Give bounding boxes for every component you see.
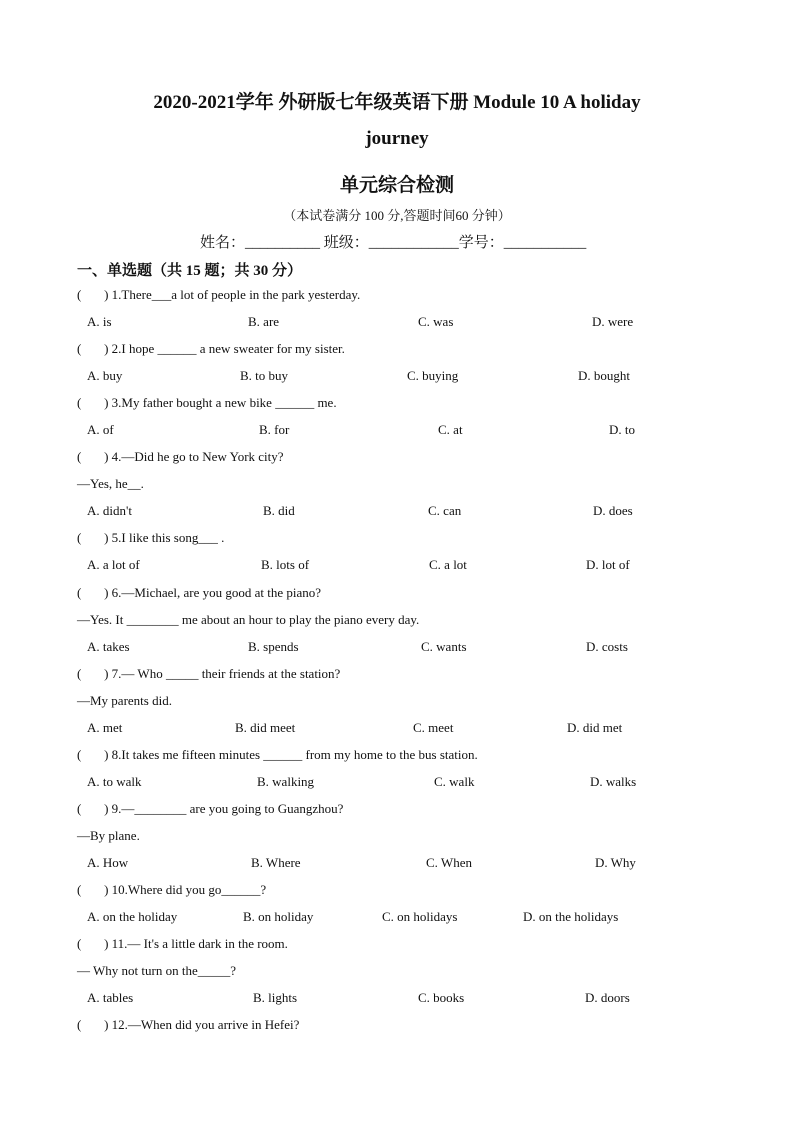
question-7-option-d: D. did met	[567, 720, 623, 735]
question-3-option-d: D. to	[609, 422, 635, 437]
question-6-reply: —Yes. It ________ me about an hour to play the piano every day.	[77, 612, 420, 627]
question-9-option-c: C. When	[426, 855, 472, 870]
question-7-option-a: A. met	[87, 720, 123, 735]
question-11-reply: — Why not turn on the_____?	[77, 963, 236, 978]
question-1-option-a: A. is	[87, 314, 112, 329]
question-12-stem: ( ) 12.—When did you arrive in Hefei?	[77, 1017, 300, 1032]
question-1-stem: ( ) 1.There___a lot of people in the park yesterday.	[77, 287, 361, 302]
question-11-option-a: A. tables	[87, 990, 134, 1005]
question-3-option-b: B. for	[259, 422, 290, 437]
question-6-stem: ( ) 6.—Michael, are you good at the piano?	[77, 585, 322, 600]
question-9-reply: —By plane.	[77, 828, 140, 843]
question-11-option-b: B. lights	[253, 990, 298, 1005]
question-1-option-c: C. was	[418, 314, 454, 329]
question-8-option-b: B. walking	[257, 774, 315, 789]
question-1-option-b: B. are	[248, 314, 280, 329]
question-4-option-d: D. does	[593, 503, 633, 518]
question-9-option-d: D. Why	[595, 855, 636, 870]
title-line-2: journey	[365, 128, 429, 149]
question-7-reply: —My parents did.	[77, 693, 172, 708]
question-6-option-d: D. costs	[586, 639, 628, 654]
question-4-option-b: B. did	[263, 503, 295, 518]
question-11-stem: ( ) 11.— It's a little dark in the room.	[77, 936, 288, 951]
question-2-option-d: D. bought	[578, 368, 630, 383]
question-2-stem: ( ) 2.I hope ______ a new sweater for my sister.	[77, 341, 345, 356]
question-7-stem: ( ) 7.— Who _____ their friends at the station?	[77, 666, 341, 681]
section-title: 一、单选题（共 15 题；共 30 分）	[77, 263, 303, 279]
question-7-option-b: B. did meet	[235, 720, 296, 735]
title-line-3: 单元综合检测	[339, 175, 454, 196]
question-8-option-c: C. walk	[434, 774, 475, 789]
question-4-stem: ( ) 4.—Did he go to New York city?	[77, 449, 284, 464]
question-7-option-c: C. meet	[413, 720, 454, 735]
question-9-option-a: A. How	[87, 855, 129, 870]
question-3-stem: ( ) 3.My father bought a new bike ______ me.	[77, 395, 337, 410]
question-6-option-b: B. spends	[248, 639, 299, 654]
question-5-stem: ( ) 5.I like this song___ .	[77, 530, 225, 545]
question-11-option-d: D. doors	[585, 990, 630, 1005]
question-4-reply: —Yes, he__.	[77, 476, 144, 491]
question-2-option-a: A. buy	[87, 368, 123, 383]
question-4-option-c: C. can	[428, 503, 462, 518]
question-11-option-c: C. books	[418, 990, 465, 1005]
question-3-option-c: C. at	[438, 422, 463, 437]
title-line-1: 2020-2021学年 外研版七年级英语下册 Module 10 A holiday	[153, 92, 641, 113]
student-info-line: 姓名：__________ 班级：____________学号：___________	[200, 235, 587, 251]
question-5-option-b: B. lots of	[261, 557, 310, 572]
question-1-option-d: D. were	[592, 314, 634, 329]
question-8-option-a: A. to walk	[87, 774, 142, 789]
question-10-option-d: D. on the holidays	[523, 909, 619, 924]
question-2-option-b: B. to buy	[240, 368, 289, 383]
question-5-option-d: D. lot of	[586, 557, 630, 572]
question-8-option-d: D. walks	[590, 774, 637, 789]
question-10-option-a: A. on the holiday	[87, 909, 178, 924]
exam-note: （本试卷满分 100 分,答题时间60 分钟）	[283, 208, 511, 223]
question-6-option-a: A. takes	[87, 639, 130, 654]
question-10-option-b: B. on holiday	[243, 909, 314, 924]
question-3-option-a: A. of	[87, 422, 114, 437]
question-8-stem: ( ) 8.It takes me fifteen minutes ______ from my home to the bus station.	[77, 747, 478, 762]
question-5-option-c: C. a lot	[429, 557, 467, 572]
question-9-stem: ( ) 9.—________ are you going to Guangzhou?	[77, 801, 344, 816]
question-10-option-c: C. on holidays	[382, 909, 458, 924]
question-9-option-b: B. Where	[251, 855, 301, 870]
question-2-option-c: C. buying	[407, 368, 459, 383]
question-10-stem: ( ) 10.Where did you go______?	[77, 882, 267, 897]
question-5-option-a: A. a lot of	[87, 557, 140, 572]
question-4-option-a: A. didn't	[87, 503, 132, 518]
question-6-option-c: C. wants	[421, 639, 467, 654]
